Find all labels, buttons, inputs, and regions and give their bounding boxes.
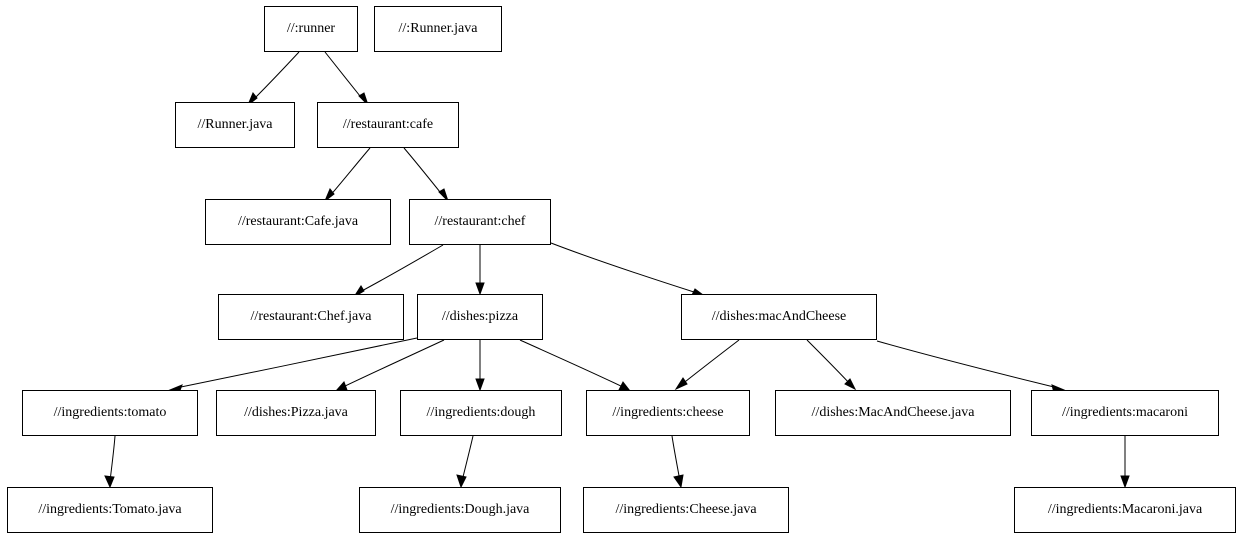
graph-edge-ing_dough-to-dough_java <box>457 436 473 487</box>
graph-edge-dishes_mac-to-mac_java <box>807 340 855 389</box>
graph-node-runner_java_root[interactable]: //:Runner.java <box>374 6 502 52</box>
graph-node-macaroni_java[interactable]: //ingredients:Macaroni.java <box>1014 487 1236 533</box>
graph-edge-dishes_mac-to-ing_cheese <box>676 340 739 389</box>
graph-node-restaurant_chef[interactable]: //restaurant:chef <box>409 199 551 245</box>
graph-node-restaurant_cafe[interactable]: //restaurant:cafe <box>317 102 459 148</box>
graph-edge-dishes_pizza-to-ing_dough <box>476 340 484 390</box>
graph-edge-dishes_pizza-to-ing_tomato <box>170 338 417 393</box>
graph-node-dishes_mac[interactable]: //dishes:macAndCheese <box>681 294 877 340</box>
graph-node-ing_tomato[interactable]: //ingredients:tomato <box>22 390 198 436</box>
graph-node-cafe_java[interactable]: //restaurant:Cafe.java <box>205 199 391 245</box>
graph-edge-restaurant_cafe-to-restaurant_chef <box>404 148 448 201</box>
graph-node-pizza_java[interactable]: //dishes:Pizza.java <box>216 390 376 436</box>
graph-edge-runner-to-runner_java <box>248 52 299 105</box>
graph-edge-dishes_pizza-to-ing_cheese <box>520 340 630 391</box>
graph-node-cheese_java[interactable]: //ingredients:Cheese.java <box>583 487 789 533</box>
graph-edge-ing_tomato-to-tomato_java <box>105 436 115 487</box>
graph-node-runner_java[interactable]: //Runner.java <box>175 102 295 148</box>
graph-edge-ing_macaroni-to-macaroni_java <box>1121 436 1129 487</box>
graph-node-mac_java[interactable]: //dishes:MacAndCheese.java <box>775 390 1011 436</box>
graph-edge-restaurant_cafe-to-cafe_java <box>325 148 370 201</box>
graph-edge-dishes_pizza-to-pizza_java <box>336 340 444 391</box>
graph-node-ing_macaroni[interactable]: //ingredients:macaroni <box>1031 390 1219 436</box>
graph-node-dough_java[interactable]: //ingredients:Dough.java <box>359 487 561 533</box>
graph-node-runner[interactable]: //:runner <box>264 6 358 52</box>
graph-edge-restaurant_chef-to-dishes_pizza <box>476 245 484 294</box>
graph-edge-dishes_mac-to-ing_macaroni <box>877 341 1064 393</box>
graph-edge-restaurant_chef-to-chef_java <box>354 245 443 297</box>
graph-edge-ing_cheese-to-cheese_java <box>672 436 683 487</box>
graph-edge-restaurant_chef-to-dishes_mac <box>551 243 703 297</box>
graph-node-tomato_java[interactable]: //ingredients:Tomato.java <box>7 487 213 533</box>
graph-node-ing_dough[interactable]: //ingredients:dough <box>400 390 562 436</box>
graph-node-chef_java[interactable]: //restaurant:Chef.java <box>218 294 404 340</box>
graph-node-dishes_pizza[interactable]: //dishes:pizza <box>417 294 543 340</box>
graph-edge-runner-to-restaurant_cafe <box>325 52 368 105</box>
graph-node-ing_cheese[interactable]: //ingredients:cheese <box>586 390 750 436</box>
